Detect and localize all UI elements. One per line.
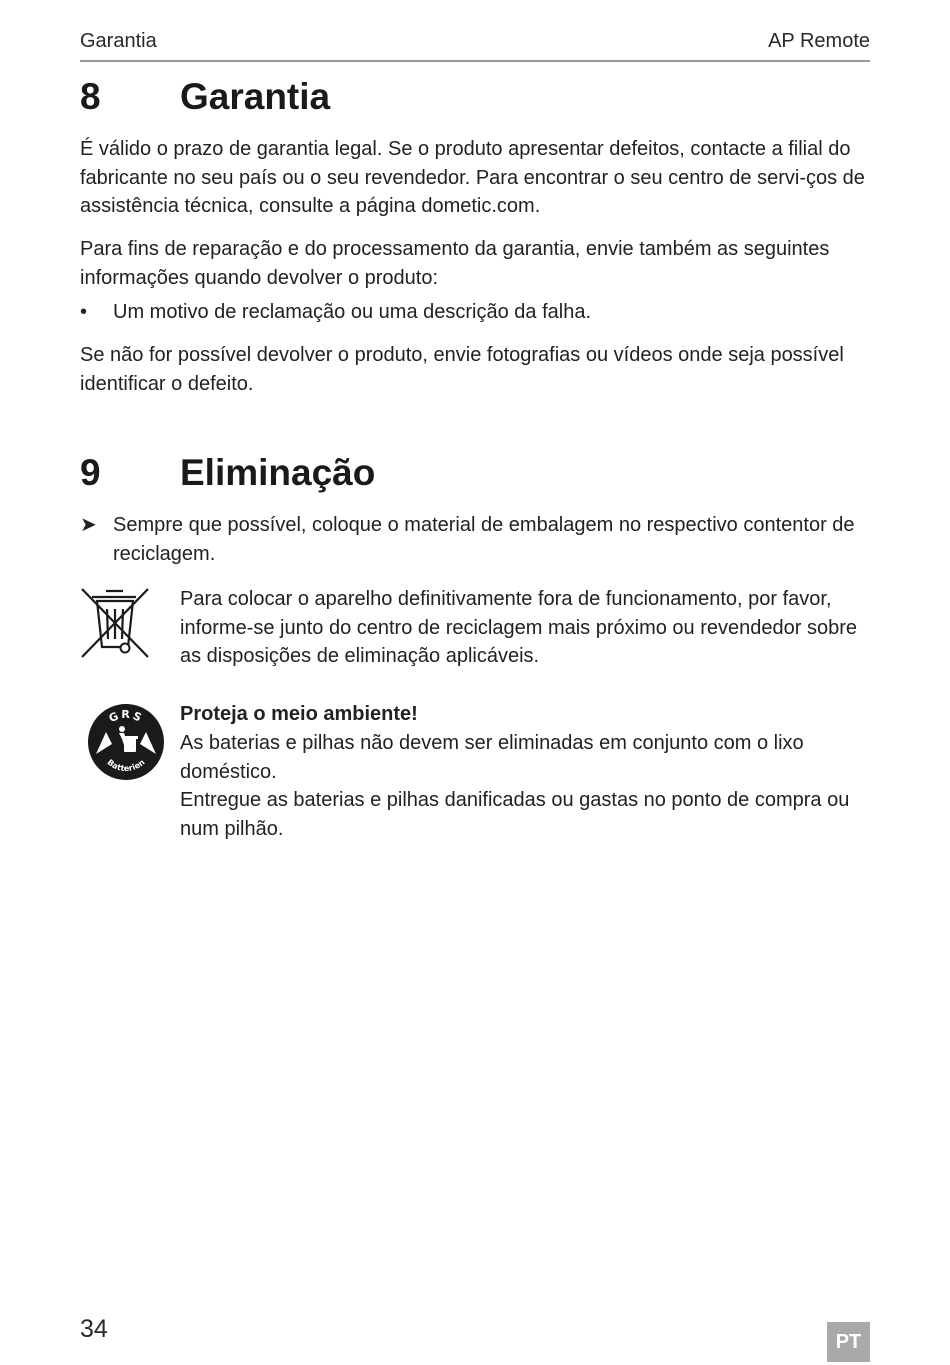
environment-text-2: Entregue as baterias e pilhas danificadas ou gastas no ponto de compra ou num pilhão. <box>180 789 850 840</box>
language-badge: PT <box>827 1322 870 1362</box>
page-header <box>80 28 870 62</box>
section-8-title: Garantia <box>180 76 331 117</box>
environment-heading: Proteja o meio ambiente! <box>180 703 418 725</box>
disposal-step-text: Sempre que possível, coloque o material de embalagem no respectivo contentor de reciclagem. <box>113 514 855 565</box>
svg-text:Batterien: Batterien <box>105 757 147 774</box>
warranty-paragraph-1: É válido o prazo de garantia legal. Se o produto apresentar defeitos, contacte a filial do fabricante no seu país ou o seu revendedor. Para encontrar o seu centro de servi-ços de assistência técnica, consulte a página dometic.com. <box>80 138 865 217</box>
grs-batteries-logo-icon <box>86 702 166 787</box>
page-number: 34 <box>80 1315 108 1343</box>
section-8-number: 8 <box>80 76 101 117</box>
warranty-paragraph-2: Para fins de reparação e do processamento da garantia, envie também as seguintes informações quando devolver o produto: <box>80 238 830 289</box>
environment-text-1: As baterias e pilhas não devem ser eliminadas em conjunto com o lixo doméstico. <box>180 732 804 783</box>
section-9-title: Eliminação <box>180 452 376 493</box>
weee-disposal-text: Para colocar o aparelho definitivamente fora de funcionamento, por favor, informe-se junto do centro de reciclagem mais próximo ou revendedor sobre as disposições de eliminação aplicáveis. <box>180 588 858 667</box>
svg-text:GRS: GRS <box>106 707 146 726</box>
header-product-name: AP Remote <box>768 30 870 52</box>
warranty-paragraph-3: Se não for possível devolver o produto, envie fotografias ou vídeos onde seja possível identificar o defeito. <box>80 344 844 395</box>
arrow-step-icon: ➤ <box>80 514 97 536</box>
bullet-mark: • <box>80 301 88 323</box>
section-9-number: 9 <box>80 452 101 493</box>
crossed-out-wheelie-bin-icon <box>80 587 150 664</box>
bullet-text: Um motivo de reclamação ou uma descrição da falha. <box>113 301 592 323</box>
header-section-title: Garantia <box>80 30 157 52</box>
